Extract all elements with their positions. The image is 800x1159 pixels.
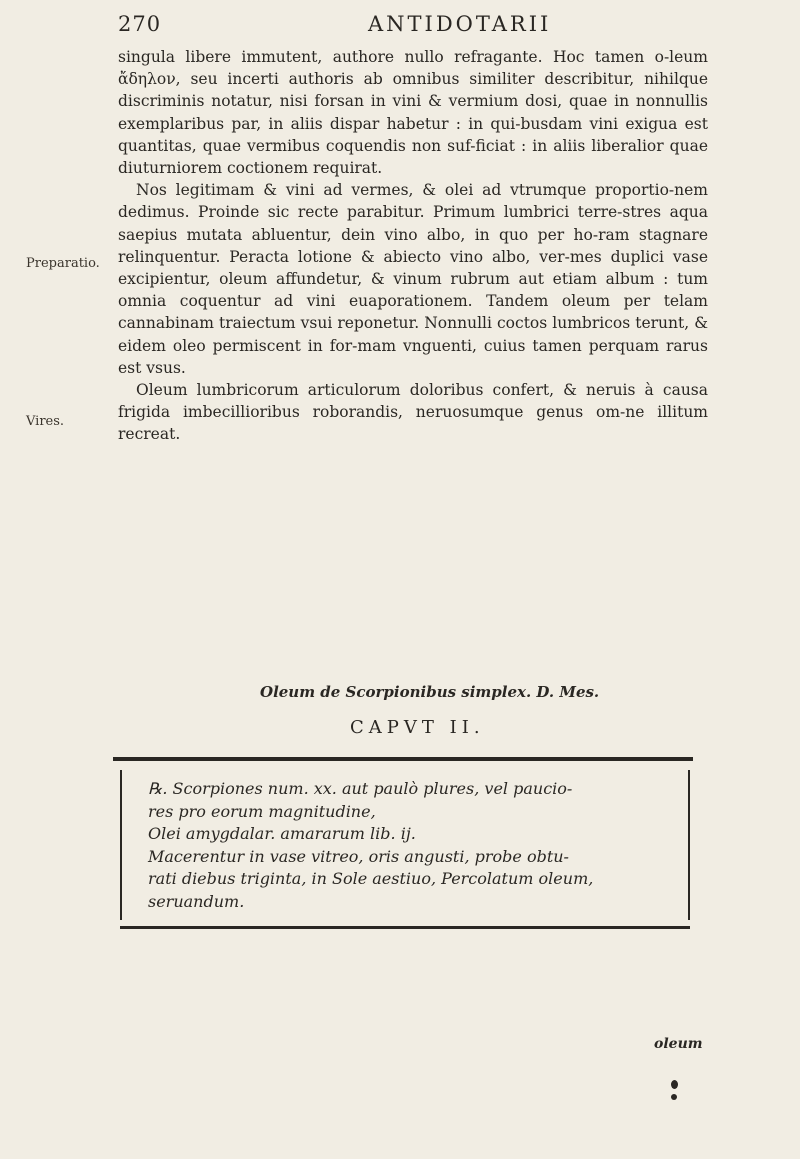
page-number: 270 [118, 12, 162, 36]
section-title: Oleum de Scorpionibus simplex. D. Mes. [260, 683, 600, 701]
recipe-line: res pro eorum magnitudine, [148, 801, 376, 821]
ink-speck [671, 1094, 677, 1100]
paragraph: Nos legitimam & vini ad vermes, & olei ad vtrumque proportio-nem dedimus. Proinde sic recte parabitur. Primum lumbrici terre-stres aqua saepius mutata abluentur, dein vino albo, in quo per ho-ram stagnare relinquentur. Peracta lotione & abiecto vino albo, ver-mes duplici vase excipientur, oleum affundetur, & vinum rubrum aut etiam album : tum omnia coquentur ad vini euaporationem. Tandem oleum per telam cannabinam traiectum vsui reponetur. Nonnulli coctos lumbricos terunt, & eidem oleo permiscent in for-mam vnguenti, cuius tamen perquam rarus est vsus. [118, 181, 708, 377]
recipe-line: seruandum. [148, 891, 245, 911]
chapter-heading: CAPVT II. [350, 717, 485, 738]
body-text [118, 46, 708, 446]
recipe [148, 778, 693, 913]
paragraph: Oleum lumbricorum articulorum doloribus confert, & neruis à causa frigida imbecillioribus roborandis, neruosumque genus om-ne illitum recreat. [118, 381, 708, 444]
catchword: oleum [654, 1036, 703, 1052]
recipe-line: Macerentur in vase vitreo, oris angusti, probe obtu- [148, 846, 569, 866]
margin-note-vires: Vires. [26, 414, 65, 429]
paragraph: singula libere immutent, authore nullo refragante. Hoc tamen o-leum ἄδηλον, seu incerti authoris ab omnibus similiter describitur, nihilque discriminis notatur, nisi forsan in vini & vermium dosi, quae in nonnullis exemplaribus par, in aliis dispar habetur : in qui-busdam vini exigua est quantitas, quae vermibus coquendis non suf-ficiat : in aliis liberalior quae diuturniorem coctionem requirat. [118, 48, 708, 178]
page-header [118, 12, 718, 38]
recipe-line: rati diebus triginta, in Sole aestiuo, Percolatum oleum, [148, 869, 594, 888]
top-rule [113, 757, 693, 761]
bottom-rule [120, 926, 690, 929]
recipe-line: Olei amygdalar. amararum lib. ij. [148, 824, 416, 843]
ink-speck [671, 1080, 678, 1089]
recipe-line: ℞. Scorpiones num. xx. aut paulò plures, vel paucio- [148, 779, 573, 798]
margin-note-preparatio: Preparatio. [26, 256, 100, 271]
running-head: ANTIDOTARII [368, 12, 552, 36]
